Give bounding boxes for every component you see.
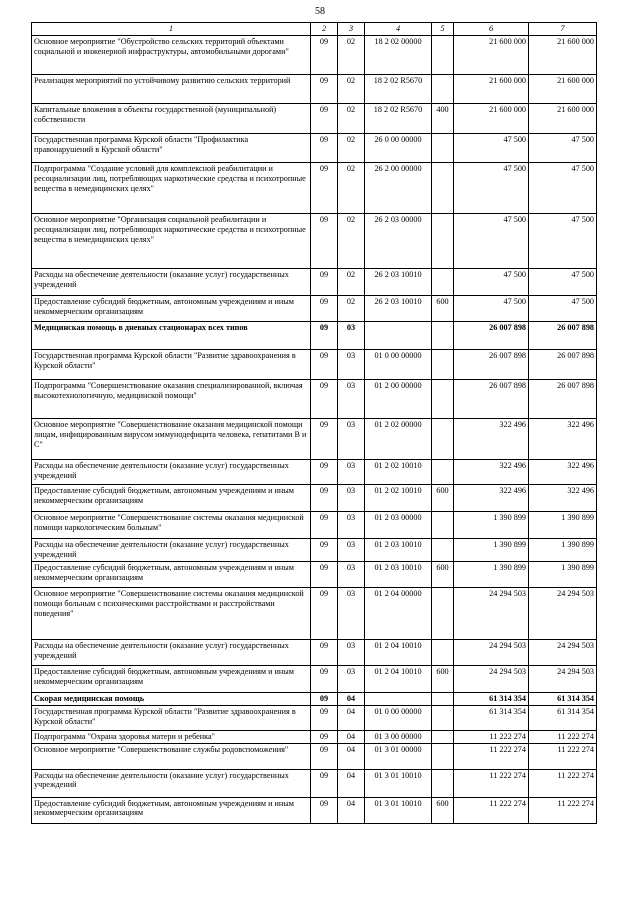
table-body bbox=[32, 35, 597, 823]
row-target-code: 18 2 02 R5670 bbox=[365, 74, 432, 103]
row-section: 09 bbox=[311, 459, 338, 484]
table-row bbox=[32, 730, 597, 743]
row-section: 09 bbox=[311, 103, 338, 133]
row-section: 09 bbox=[311, 561, 338, 587]
row-expense-type bbox=[432, 692, 454, 705]
row-section: 09 bbox=[311, 639, 338, 665]
row-amount-col7: 1 390 899 bbox=[529, 538, 597, 561]
row-name: Основное мероприятие "Организация социальной реабилитации и ресоциализации лиц, потребляющих наркотические средства и психотропные вещества в немедицинских целях" bbox=[32, 213, 311, 268]
row-expense-type bbox=[432, 538, 454, 561]
row-amount-col6: 11 222 274 bbox=[454, 797, 529, 823]
table-row bbox=[32, 268, 597, 295]
row-expense-type bbox=[432, 769, 454, 797]
row-amount-col7: 21 600 000 bbox=[529, 103, 597, 133]
row-amount-col7: 47 500 bbox=[529, 162, 597, 213]
row-amount-col7: 21 600 000 bbox=[529, 74, 597, 103]
row-subsection: 03 bbox=[338, 665, 365, 692]
row-amount-col6: 11 222 274 bbox=[454, 743, 529, 769]
row-name: Государственная программа Курской области "Развитие здравоохранения в Курской области" bbox=[32, 349, 311, 379]
table-row bbox=[32, 35, 597, 74]
row-target-code: 01 2 03 10010 bbox=[365, 561, 432, 587]
row-subsection: 02 bbox=[338, 35, 365, 74]
row-amount-col6: 61 314 354 bbox=[454, 692, 529, 705]
row-amount-col7: 61 314 354 bbox=[529, 692, 597, 705]
page-number: 58 bbox=[315, 6, 325, 17]
row-amount-col7: 11 222 274 bbox=[529, 797, 597, 823]
row-name: Основное мероприятие "Совершенствование системы оказания медицинской помощи больным с психическими расстройствами и расстройствами поведения" bbox=[32, 587, 311, 639]
row-amount-col6: 21 600 000 bbox=[454, 103, 529, 133]
row-amount-col6: 47 500 bbox=[454, 133, 529, 162]
row-section: 09 bbox=[311, 349, 338, 379]
row-amount-col7: 24 294 503 bbox=[529, 665, 597, 692]
row-name: Подпрограмма "Создание условий для комплексной реабилитации и ресоциализации лиц, потребляющих наркотические средства и психотропные вещества в немедицинских целях" bbox=[32, 162, 311, 213]
row-amount-col7: 26 007 898 bbox=[529, 379, 597, 418]
row-expense-type bbox=[432, 639, 454, 665]
row-subsection: 03 bbox=[338, 349, 365, 379]
row-name: Основное мероприятие "Совершенствование службы родовспоможения" bbox=[32, 743, 311, 769]
row-section: 09 bbox=[311, 321, 338, 349]
row-subsection: 03 bbox=[338, 511, 365, 538]
row-target-code: 01 0 00 00000 bbox=[365, 349, 432, 379]
table-row bbox=[32, 587, 597, 639]
row-subsection: 04 bbox=[338, 769, 365, 797]
row-amount-col7: 1 390 899 bbox=[529, 561, 597, 587]
row-name: Медицинская помощь в дневных стационарах всех типов bbox=[32, 321, 311, 349]
row-section: 09 bbox=[311, 743, 338, 769]
table-row bbox=[32, 639, 597, 665]
table-row bbox=[32, 349, 597, 379]
row-subsection: 02 bbox=[338, 103, 365, 133]
row-section: 09 bbox=[311, 418, 338, 459]
row-expense-type bbox=[432, 213, 454, 268]
row-name: Основное мероприятие "Обустройство сельских территорий объектами социальной и инженерной инфраструктуры, автомобильными дорогами" bbox=[32, 35, 311, 74]
table-row bbox=[32, 133, 597, 162]
row-section: 09 bbox=[311, 35, 338, 74]
row-target-code: 01 3 00 00000 bbox=[365, 730, 432, 743]
row-name: Реализация мероприятий по устойчивому развитию сельских территорий bbox=[32, 74, 311, 103]
row-expense-type bbox=[432, 743, 454, 769]
row-expense-type: 600 bbox=[432, 561, 454, 587]
table-row bbox=[32, 705, 597, 730]
row-amount-col6: 322 496 bbox=[454, 459, 529, 484]
row-target-code: 18 2 02 00000 bbox=[365, 35, 432, 74]
table-row bbox=[32, 162, 597, 213]
table-row bbox=[32, 74, 597, 103]
header-col-7: 7 bbox=[529, 23, 597, 36]
row-amount-col6: 21 600 000 bbox=[454, 35, 529, 74]
row-expense-type: 600 bbox=[432, 665, 454, 692]
row-section: 09 bbox=[311, 213, 338, 268]
row-name: Основное мероприятие "Совершенствование системы оказания медицинской помощи наркологическим больным" bbox=[32, 511, 311, 538]
row-target-code: 01 3 01 10010 bbox=[365, 769, 432, 797]
row-amount-col7: 47 500 bbox=[529, 268, 597, 295]
row-name: Расходы на обеспечение деятельности (оказание услуг) государственных учреждений bbox=[32, 639, 311, 665]
row-amount-col6: 47 500 bbox=[454, 268, 529, 295]
table-row bbox=[32, 459, 597, 484]
row-expense-type bbox=[432, 730, 454, 743]
row-amount-col6: 47 500 bbox=[454, 213, 529, 268]
row-amount-col6: 11 222 274 bbox=[454, 730, 529, 743]
row-subsection: 04 bbox=[338, 797, 365, 823]
table-row bbox=[32, 769, 597, 797]
row-amount-col6: 1 390 899 bbox=[454, 511, 529, 538]
row-amount-col6: 21 600 000 bbox=[454, 74, 529, 103]
row-target-code: 01 2 04 00000 bbox=[365, 587, 432, 639]
row-target-code: 01 2 02 10010 bbox=[365, 484, 432, 511]
row-target-code: 18 2 02 R5670 bbox=[365, 103, 432, 133]
row-amount-col7: 322 496 bbox=[529, 418, 597, 459]
row-amount-col6: 47 500 bbox=[454, 162, 529, 213]
row-subsection: 04 bbox=[338, 705, 365, 730]
row-section: 09 bbox=[311, 797, 338, 823]
row-amount-col6: 322 496 bbox=[454, 484, 529, 511]
row-target-code: 01 2 00 00000 bbox=[365, 379, 432, 418]
row-name: Предоставление субсидий бюджетным, автономным учреждениям и иным некоммерческим организациям bbox=[32, 665, 311, 692]
row-target-code: 26 2 00 00000 bbox=[365, 162, 432, 213]
row-amount-col6: 47 500 bbox=[454, 295, 529, 321]
row-target-code: 26 2 03 10010 bbox=[365, 268, 432, 295]
row-amount-col7: 24 294 503 bbox=[529, 639, 597, 665]
row-target-code: 01 3 01 10010 bbox=[365, 797, 432, 823]
table-row bbox=[32, 538, 597, 561]
row-target-code: 26 2 03 10010 bbox=[365, 295, 432, 321]
row-subsection: 02 bbox=[338, 268, 365, 295]
row-amount-col6: 24 294 503 bbox=[454, 639, 529, 665]
row-section: 09 bbox=[311, 162, 338, 213]
header-col-6: 6 bbox=[454, 23, 529, 36]
table-row bbox=[32, 295, 597, 321]
header-col-4: 4 bbox=[365, 23, 432, 36]
row-subsection: 02 bbox=[338, 213, 365, 268]
row-subsection: 03 bbox=[338, 561, 365, 587]
row-section: 09 bbox=[311, 133, 338, 162]
row-target-code: 26 2 03 00000 bbox=[365, 213, 432, 268]
row-name: Предоставление субсидий бюджетным, автономным учреждениям и иным некоммерческим организациям bbox=[32, 797, 311, 823]
row-section: 09 bbox=[311, 769, 338, 797]
row-section: 09 bbox=[311, 74, 338, 103]
row-amount-col7: 47 500 bbox=[529, 133, 597, 162]
table-row bbox=[32, 692, 597, 705]
row-subsection: 03 bbox=[338, 321, 365, 349]
row-target-code: 01 3 01 00000 bbox=[365, 743, 432, 769]
row-amount-col6: 322 496 bbox=[454, 418, 529, 459]
row-section: 09 bbox=[311, 295, 338, 321]
row-amount-col7: 11 222 274 bbox=[529, 730, 597, 743]
row-section: 09 bbox=[311, 665, 338, 692]
header-col-2: 2 bbox=[311, 23, 338, 36]
row-subsection: 03 bbox=[338, 587, 365, 639]
row-amount-col7: 24 294 503 bbox=[529, 587, 597, 639]
row-expense-type bbox=[432, 587, 454, 639]
table-row bbox=[32, 484, 597, 511]
row-expense-type bbox=[432, 349, 454, 379]
table-row bbox=[32, 511, 597, 538]
row-expense-type: 600 bbox=[432, 797, 454, 823]
table-header bbox=[32, 23, 597, 36]
row-section: 09 bbox=[311, 587, 338, 639]
row-section: 09 bbox=[311, 538, 338, 561]
row-subsection: 04 bbox=[338, 730, 365, 743]
row-target-code: 01 2 03 00000 bbox=[365, 511, 432, 538]
row-name: Скорая медицинская помощь bbox=[32, 692, 311, 705]
row-amount-col7: 322 496 bbox=[529, 484, 597, 511]
row-target-code: 01 0 00 00000 bbox=[365, 705, 432, 730]
row-amount-col7: 11 222 274 bbox=[529, 769, 597, 797]
row-name: Подпрограмма "Совершенствование оказания специализированной, включая высокотехнологичную, медицинской помощи" bbox=[32, 379, 311, 418]
row-amount-col6: 24 294 503 bbox=[454, 587, 529, 639]
table-row bbox=[32, 561, 597, 587]
row-amount-col6: 61 314 354 bbox=[454, 705, 529, 730]
row-subsection: 03 bbox=[338, 379, 365, 418]
row-amount-col6: 26 007 898 bbox=[454, 379, 529, 418]
row-subsection: 03 bbox=[338, 418, 365, 459]
row-expense-type bbox=[432, 35, 454, 74]
row-section: 09 bbox=[311, 268, 338, 295]
row-name: Государственная программа Курской области "Развитие здравоохранения в Курской области" bbox=[32, 705, 311, 730]
row-subsection: 04 bbox=[338, 692, 365, 705]
row-section: 09 bbox=[311, 692, 338, 705]
row-name: Государственная программа Курской области "Профилактика правонарушений в Курской области" bbox=[32, 133, 311, 162]
row-section: 09 bbox=[311, 730, 338, 743]
row-subsection: 04 bbox=[338, 743, 365, 769]
row-amount-col7: 11 222 274 bbox=[529, 743, 597, 769]
row-section: 09 bbox=[311, 705, 338, 730]
row-target-code: 01 2 02 10010 bbox=[365, 459, 432, 484]
budget-table bbox=[31, 22, 597, 824]
row-name: Расходы на обеспечение деятельности (оказание услуг) государственных учреждений bbox=[32, 459, 311, 484]
row-subsection: 02 bbox=[338, 162, 365, 213]
row-expense-type bbox=[432, 268, 454, 295]
row-section: 09 bbox=[311, 484, 338, 511]
table-row bbox=[32, 665, 597, 692]
row-expense-type bbox=[432, 379, 454, 418]
row-name: Подпрограмма "Охрана здоровья матери и ребенка" bbox=[32, 730, 311, 743]
row-amount-col6: 26 007 898 bbox=[454, 321, 529, 349]
row-amount-col6: 24 294 503 bbox=[454, 665, 529, 692]
row-subsection: 03 bbox=[338, 639, 365, 665]
row-amount-col7: 1 390 899 bbox=[529, 511, 597, 538]
row-subsection: 03 bbox=[338, 538, 365, 561]
table-row bbox=[32, 418, 597, 459]
row-amount-col7: 26 007 898 bbox=[529, 321, 597, 349]
row-subsection: 03 bbox=[338, 484, 365, 511]
header-col-5: 5 bbox=[432, 23, 454, 36]
row-amount-col7: 21 600 000 bbox=[529, 35, 597, 74]
row-expense-type bbox=[432, 418, 454, 459]
row-expense-type: 600 bbox=[432, 484, 454, 511]
row-amount-col6: 11 222 274 bbox=[454, 769, 529, 797]
row-name: Предоставление субсидий бюджетным, автономным учреждениям и иным некоммерческим организациям bbox=[32, 561, 311, 587]
row-amount-col6: 1 390 899 bbox=[454, 561, 529, 587]
row-subsection: 02 bbox=[338, 295, 365, 321]
row-target-code bbox=[365, 321, 432, 349]
table-row bbox=[32, 103, 597, 133]
row-expense-type: 600 bbox=[432, 295, 454, 321]
row-name: Расходы на обеспечение деятельности (оказание услуг) государственных учреждений bbox=[32, 769, 311, 797]
row-expense-type: 400 bbox=[432, 103, 454, 133]
row-amount-col7: 47 500 bbox=[529, 295, 597, 321]
row-target-code: 01 2 04 10010 bbox=[365, 639, 432, 665]
row-name: Расходы на обеспечение деятельности (оказание услуг) государственных учреждений bbox=[32, 268, 311, 295]
row-name: Предоставление субсидий бюджетным, автономным учреждениям и иным некоммерческим организациям bbox=[32, 295, 311, 321]
row-subsection: 03 bbox=[338, 459, 365, 484]
table-row bbox=[32, 797, 597, 823]
row-target-code bbox=[365, 692, 432, 705]
row-section: 09 bbox=[311, 511, 338, 538]
row-target-code: 01 2 02 00000 bbox=[365, 418, 432, 459]
row-expense-type bbox=[432, 511, 454, 538]
row-target-code: 01 2 04 10010 bbox=[365, 665, 432, 692]
header-col-1: 1 bbox=[32, 23, 311, 36]
row-expense-type bbox=[432, 321, 454, 349]
row-expense-type bbox=[432, 705, 454, 730]
row-subsection: 02 bbox=[338, 74, 365, 103]
row-name: Расходы на обеспечение деятельности (оказание услуг) государственных учреждений bbox=[32, 538, 311, 561]
table-row bbox=[32, 321, 597, 349]
row-amount-col7: 47 500 bbox=[529, 213, 597, 268]
row-name: Капитальные вложения в объекты государственной (муниципальной) собственности bbox=[32, 103, 311, 133]
row-name: Предоставление субсидий бюджетным, автономным учреждениям и иным некоммерческим организациям bbox=[32, 484, 311, 511]
row-amount-col6: 1 390 899 bbox=[454, 538, 529, 561]
table-row bbox=[32, 213, 597, 268]
table-row bbox=[32, 743, 597, 769]
row-target-code: 26 0 00 00000 bbox=[365, 133, 432, 162]
row-name: Основное мероприятие "Совершенствование оказания медицинской помощи лицам, инфицированным вирусом иммунодефицита человека, гепатитами В и С" bbox=[32, 418, 311, 459]
header-col-3: 3 bbox=[338, 23, 365, 36]
row-amount-col6: 26 007 898 bbox=[454, 349, 529, 379]
row-amount-col7: 61 314 354 bbox=[529, 705, 597, 730]
row-amount-col7: 26 007 898 bbox=[529, 349, 597, 379]
row-section: 09 bbox=[311, 379, 338, 418]
row-amount-col7: 322 496 bbox=[529, 459, 597, 484]
row-expense-type bbox=[432, 162, 454, 213]
row-expense-type bbox=[432, 133, 454, 162]
row-expense-type bbox=[432, 74, 454, 103]
table-row bbox=[32, 379, 597, 418]
header-row bbox=[32, 23, 597, 36]
row-expense-type bbox=[432, 459, 454, 484]
row-subsection: 02 bbox=[338, 133, 365, 162]
row-target-code: 01 2 03 10010 bbox=[365, 538, 432, 561]
